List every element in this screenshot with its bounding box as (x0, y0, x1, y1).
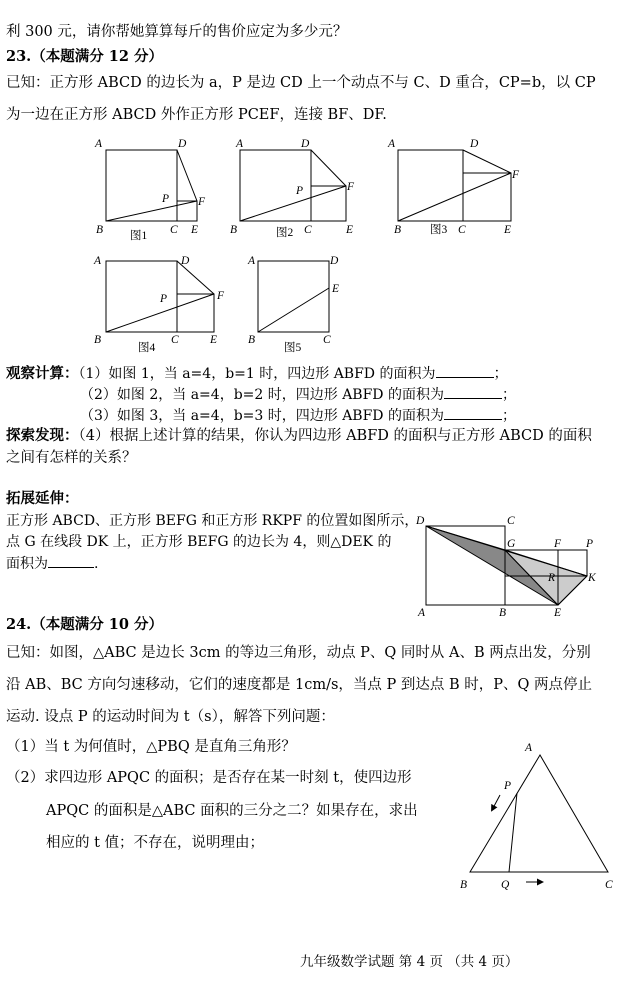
fig4-label-C: C (171, 334, 179, 346)
intro-line: 利 300 元，请你帮她算算每斤的售价应定为多少元？ (6, 24, 348, 40)
q23-given-line1: 已知：正方形 ABCD 的边长为 a，P 是边 CD 上一个动点不与 C、D 重合，CP=b，以 CP (6, 75, 596, 91)
extend-line-3-suffix: . (94, 556, 99, 572)
extend-line-1: 正方形 ABCD、正方形 BEFG 和正方形 RKPF 的位置如图所示， (6, 513, 419, 529)
observe-line-1 (6, 363, 508, 384)
item-end-2: ； (502, 387, 516, 403)
fig2-label-E: E (346, 224, 354, 236)
extend-line-3 (6, 553, 98, 574)
extend-label-B: B (499, 607, 507, 619)
observe-line-2 (80, 384, 516, 405)
extend-label-C: C (507, 515, 515, 527)
fig1-label-B: B (96, 224, 104, 236)
extend-line-2: 点 G 在线段 DK 上，正方形 BEFG 的边长为 4，则△DEK 的 (6, 534, 392, 550)
extend-label-E: E (554, 607, 562, 619)
triangle-figure (456, 738, 621, 898)
figure-3 (384, 138, 534, 248)
extend-label-R: R (548, 572, 556, 584)
q23-given-line2: 为一边在正方形 ABCD 外作正方形 PCEF，连接 BF、DF. (6, 107, 387, 123)
fig4-label-D: D (181, 255, 190, 267)
extend-label-D: D (416, 515, 425, 527)
extend-figure (412, 510, 617, 620)
extend-label-K: K (588, 572, 596, 584)
fig1-label-E: E (191, 224, 199, 236)
explore-text-1: （4）根据上述计算的结果，你认为四边形 ABFD 的面积与正方形 ABCD 的面积 (78, 428, 592, 444)
q24-line1: 已知：如图，△ABC 是边长 3cm 的等边三角形，动点 P、Q 同时从 A、B 两点出发，分别 (6, 645, 591, 661)
q24-item1: （1）当 t 为何值时，△PBQ 是直角三角形？ (6, 739, 296, 755)
fig4-label-A: A (94, 255, 102, 267)
q23-heading: 23.（本题满分 12 分） (6, 48, 164, 65)
extend-label-A: A (418, 607, 426, 619)
fig1-label-A: A (95, 138, 103, 150)
q24-line3: 运动. 设点 P 的运动时间为 t（s），解答下列问题： (6, 709, 335, 725)
fig2-label-B: B (230, 224, 238, 236)
fig2-caption: 图2 (276, 227, 294, 239)
explore-line-1 (6, 426, 592, 446)
fig3-caption: 图3 (430, 224, 448, 236)
fig5-label-A: A (248, 255, 256, 267)
page-footer: 九年级数学试题 第 4 页 （共 4 页） (300, 954, 519, 970)
observe-line-3 (80, 405, 516, 426)
extend-label-P: P (586, 538, 594, 550)
item-end-1: ； (493, 366, 508, 382)
figure-2 (226, 138, 366, 248)
fig3-label-D: D (470, 138, 479, 150)
figure-5 (244, 250, 354, 360)
fig2-label-D: D (301, 138, 310, 150)
extend-line-3-prefix: 面积为 (6, 556, 48, 572)
fig4-label-P: P (160, 293, 168, 305)
answer-blank-3[interactable] (444, 405, 502, 420)
triangle-label-Q: Q (501, 879, 510, 891)
fig1-label-F: F (198, 196, 206, 208)
fig4-caption: 图4 (138, 342, 156, 354)
q24-item2-line1: （2）求四边形 APQC 的面积；是否存在某一时刻 t，使四边形 (6, 770, 412, 786)
q24-heading: 24.（本题满分 10 分） (6, 616, 164, 633)
triangle-label-C: C (605, 879, 613, 891)
extend-label: 拓展延伸： (6, 490, 79, 507)
fig2-label-F: F (347, 181, 355, 193)
figure-1 (92, 138, 212, 248)
fig2-label-C: C (304, 224, 312, 236)
fig5-label-D: D (330, 255, 339, 267)
fig3-label-B: B (394, 224, 402, 236)
item-end-3: ； (502, 408, 516, 424)
fig5-caption: 图5 (284, 342, 302, 354)
fig1-label-C: C (170, 224, 178, 236)
observe-item-1: （1）如图 1，当 a=4，b=1 时，四边形 ABFD 的面积为 (78, 366, 436, 382)
fig3-label-E: E (504, 224, 512, 236)
triangle-label-A: A (525, 742, 533, 754)
fig3-label-F: F (512, 169, 520, 181)
explore-line-2: 之间有怎样的关系？ (6, 450, 137, 466)
fig3-label-C: C (458, 224, 466, 236)
q24-item2-line2: APQC 的面积是△ABC 面积的三分之二？如果存在，求出 (46, 803, 418, 819)
fig3-label-A: A (388, 138, 396, 150)
fig1-caption: 图1 (130, 230, 148, 242)
q24-item2-line3: 相应的 t 值；不存在，说明理由； (46, 835, 265, 851)
fig2-label-P: P (296, 185, 304, 197)
explore-label: 探索发现： (6, 427, 79, 444)
triangle-label-B: B (460, 879, 468, 891)
observe-item-3: （3）如图 3，当 a=4，b=3 时，四边形 ABFD 的面积为 (80, 408, 444, 424)
fig5-label-B: B (248, 334, 256, 346)
extend-label-F: F (554, 538, 562, 550)
fig1-label-D: D (178, 138, 187, 150)
answer-blank-4[interactable] (48, 553, 94, 568)
fig5-label-E: E (332, 283, 340, 295)
extend-label-G: G (507, 538, 516, 550)
answer-blank-2[interactable] (444, 384, 502, 399)
fig5-label-C: C (323, 334, 331, 346)
fig1-label-P: P (162, 193, 170, 205)
triangle-label-P: P (504, 780, 512, 792)
fig4-label-B: B (94, 334, 102, 346)
observe-label: 观察计算： (6, 365, 79, 382)
fig4-label-E: E (210, 334, 218, 346)
observe-item-2: （2）如图 2，当 a=4，b=2 时，四边形 ABFD 的面积为 (80, 387, 444, 403)
fig4-label-F: F (217, 290, 225, 302)
fig2-label-A: A (236, 138, 244, 150)
answer-blank-1[interactable] (436, 363, 494, 378)
figure-4 (92, 250, 242, 360)
q24-line2: 沿 AB、BC 方向匀速移动，它们的速度都是 1cm/s，当点 P 到达点 B 时，P、Q 两点停止 (6, 677, 592, 693)
